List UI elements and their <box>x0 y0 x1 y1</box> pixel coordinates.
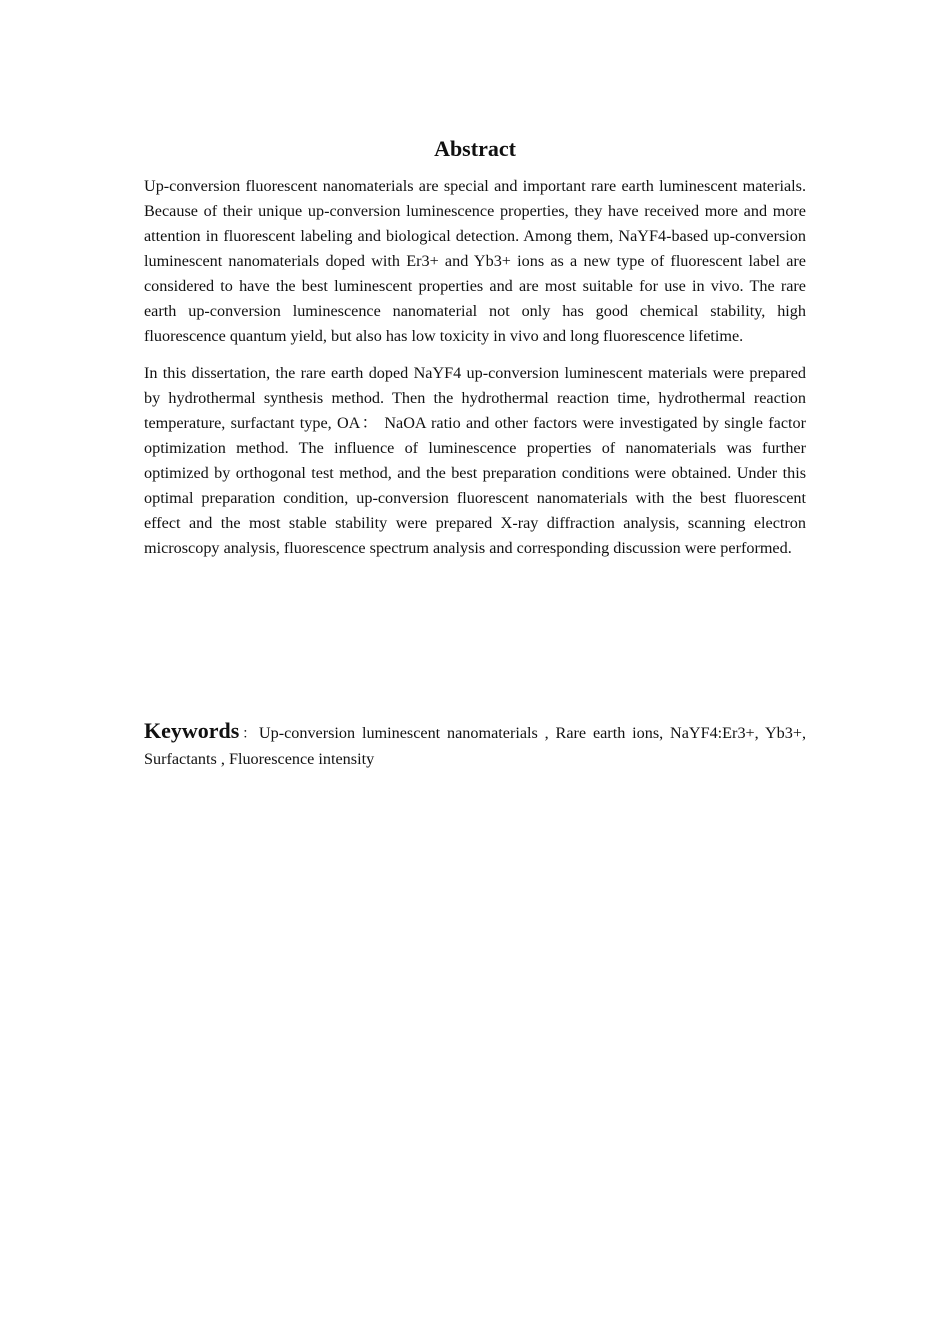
keywords-text: Up-conversion luminescent nanomaterials , Rare earth ions, NaYF4:Er3+, Yb3+, Surfactants , Fluorescence intensity <box>144 724 807 768</box>
abstract-paragraph-2: In this dissertation, the rare earth doped NaYF4 up-conversion luminescent materials were prepared by hydrothermal synthesis method. Then the hydrothermal reaction time, hydrothermal reaction temperature, surfactant type, OA： NaOA ratio and other factors were investigated by single factor optimization method. The influence of luminescence properties of nanomaterials was further optimized by orthogonal test method, and the best preparation conditions were obtained. Under this optimal preparation condition, up-conversion fluorescent nanomaterials with the best fluorescent effect and the most stable stability were prepared X-ray diffraction analysis, scanning electron microscopy analysis, fluorescence spectrum analysis and corresponding discussion were performed. <box>144 364 806 557</box>
keywords-section <box>144 719 806 771</box>
keywords-separator: ： <box>239 727 259 742</box>
abstract-body <box>144 174 806 561</box>
abstract-title: Abstract <box>434 136 516 161</box>
abstract-paragraph-1: Up-conversion fluorescent nanomaterials are special and important rare earth luminescent materials. Because of their unique up-conversion luminescence properties, they have received more and more attention in fluorescent labeling and biological detection. Among them, NaYF4-based up-conversion luminescent nanomaterials doped with Er3+ and Yb3+ ions as a new type of fluorescent label are considered to have the best luminescent properties and are most suitable for use in vivo. The rare earth up-conversion luminescence nanomaterial not only has good chemical stability, high fluorescence quantum yield, but also has low toxicity in vivo and long fluorescence lifetime. <box>144 177 806 345</box>
keywords-label: Keywords <box>144 718 240 743</box>
